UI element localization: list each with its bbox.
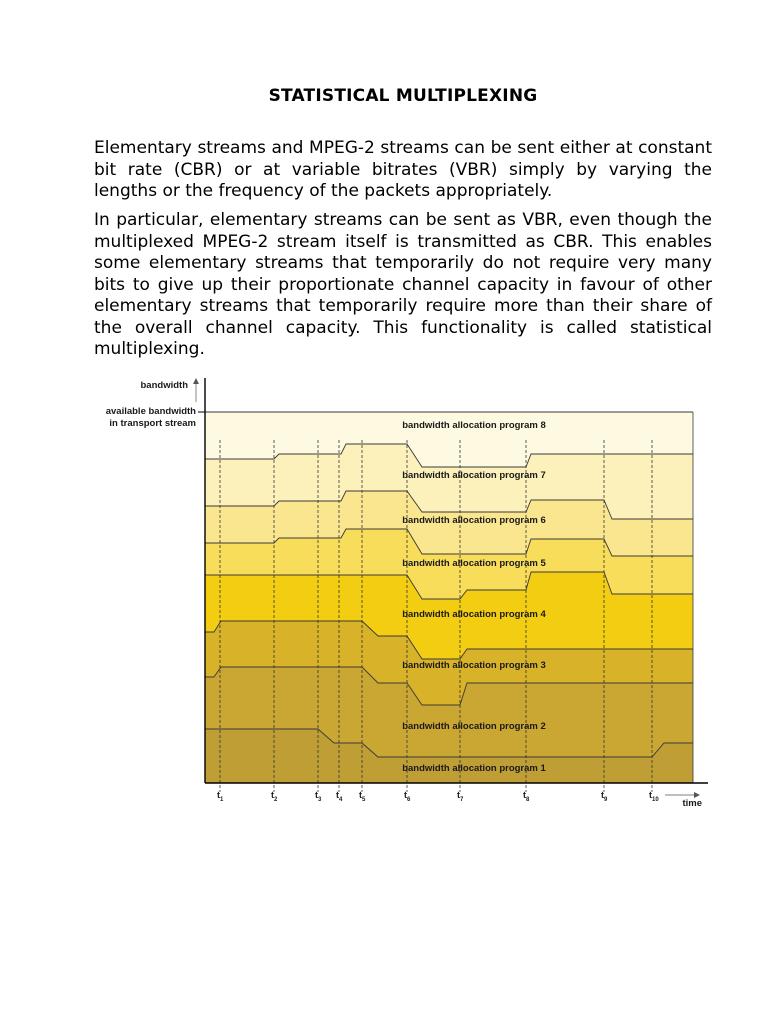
reference-label-line1: available bandwidth: [105, 406, 196, 417]
document-title: STATISTICAL MULTIPLEXING: [268, 86, 538, 106]
chart-svg: [90, 372, 720, 812]
x-axis-label: time: [682, 798, 702, 809]
paragraph-cbr-vbr: Elementary streams and MPEG-2 streams can be sent either at constant bit rate (CBR) or at variable bitrates (VBR) simply by varying the lengths or the frequency of the packets appropriately.: [94, 138, 712, 201]
y-arrow-head: [193, 378, 199, 384]
reference-label-line2: in transport stream: [109, 418, 196, 429]
time-label-10: $t_{10}$: [649, 790, 659, 803]
paragraph-statistical-multiplexing: In particular, elementary streams can be sent as VBR, even though the multiplexed MPEG-2 stream itself is transmitted as CBR. This enables some elementary streams that temporarily do not require very many bits to give up their proportionate channel capacity in favour of other elementary streams that temporarily require more than their share of the overall channel capacity. This functionality is called statistical multiplexing.: [94, 210, 712, 359]
time-label-4: $t_4$: [336, 790, 343, 803]
series-label-program-3: bandwidth allocation program 3: [402, 660, 546, 671]
y-axis-label: bandwidth: [140, 380, 188, 391]
time-label-3: $t_3$: [315, 790, 322, 803]
series-label-program-4: bandwidth allocation program 4: [402, 609, 546, 620]
series-label-program-1: bandwidth allocation program 1: [402, 763, 546, 774]
series-label-program-6: bandwidth allocation program 6: [402, 515, 546, 526]
time-label-5: $t_5$: [359, 790, 366, 803]
time-label-6: $t_6$: [404, 790, 411, 803]
time-label-9: $t_9$: [601, 790, 608, 803]
time-label-1: $t_1$: [217, 790, 224, 803]
series-label-program-7: bandwidth allocation program 7: [402, 470, 546, 481]
time-label-7: $t_7$: [457, 790, 464, 803]
series-label-program-8: bandwidth allocation program 8: [402, 420, 546, 431]
series-label-program-2: bandwidth allocation program 2: [402, 721, 546, 732]
bandwidth-allocation-chart: [90, 372, 720, 812]
time-label-2: $t_2$: [271, 790, 278, 803]
time-label-8: $t_8$: [523, 790, 530, 803]
series-label-program-5: bandwidth allocation program 5: [402, 558, 546, 569]
